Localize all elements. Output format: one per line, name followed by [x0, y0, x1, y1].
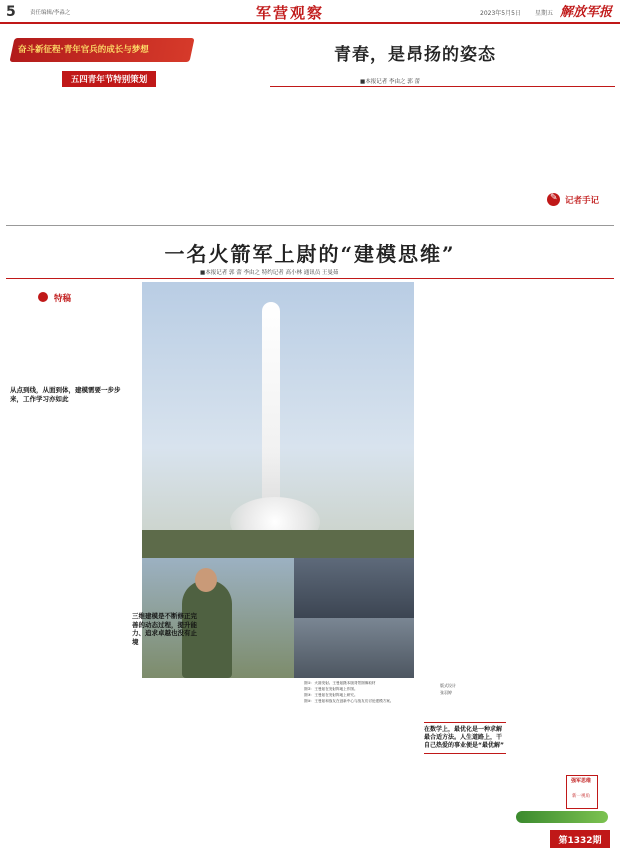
page-editors: 责任编辑/李淼之: [30, 10, 71, 16]
caption-line: 图④：王曼茹和战友在创新中心与战友们讨论建模方案。: [304, 699, 394, 703]
story2-body-col3: [208, 700, 276, 858]
story2-body-col2: [132, 708, 202, 858]
badge-green-strip: [516, 811, 608, 823]
caption-line: 图③：王曼茹在发射阵地上研究。: [304, 693, 358, 697]
story1-headline: 青春，是昂扬的姿态: [334, 45, 496, 65]
story1-body-col2: [118, 100, 218, 220]
story1-top-rule: [270, 86, 615, 87]
treeline: [142, 530, 414, 558]
story1-body-col4: [334, 100, 434, 220]
special-badge: [38, 292, 48, 302]
story2-byline: ■本报记者 郭 蕾 李由之 特约记者 高小林 通讯员 王曼茹: [200, 270, 339, 276]
story1-body-col5: [442, 100, 502, 220]
story2-headline: 一名火箭军上尉的“建模思维”: [164, 242, 456, 266]
story2-body-col8: [516, 290, 614, 680]
story2-body-col7: [420, 290, 510, 670]
masthead-logo: 解放军报: [560, 5, 613, 20]
commentary-label: 记者手记: [565, 196, 600, 206]
page-number: 5: [6, 4, 16, 20]
story2-body-col9: [510, 690, 614, 758]
officer-head: [195, 568, 217, 592]
column-badge: [514, 775, 614, 855]
rocket-launch-photo: [142, 282, 414, 558]
issue-weekday: 星期五: [535, 10, 554, 17]
story1-body-col3: [226, 100, 326, 220]
caption-line: 图①：火箭发射。王曼茹摄本版背景图像取材: [304, 681, 376, 685]
story1-byline: ■本报记者 李由之 郭 蕾: [360, 79, 420, 85]
story1-body-col6: [510, 100, 610, 190]
story2-subhead-2: 三维建模是不断修正完善的动态过程，提升能力、追求卓越也没有止境: [132, 612, 197, 646]
section-divider: [6, 225, 614, 226]
team-discussion-photo: [294, 558, 414, 618]
story2-rule: [6, 278, 614, 279]
story2-body-col4: [282, 700, 352, 858]
rocket-smoke-trail: [262, 302, 280, 517]
caption-line: 图②：王曼茹在发射阵地上作图。: [304, 687, 358, 691]
special-label: 特稿: [54, 294, 72, 304]
pen-icon: ✎: [550, 193, 558, 203]
story2-subhead-3: 在数学上，最优化是一种求解最合适方法。人生道路上，干自己热爱的事业便是“最优解”: [424, 726, 504, 749]
issue-date: 2023年5月5日: [480, 10, 521, 17]
banner-series-label: 五四青年节特别策划: [70, 75, 148, 85]
badge-issue-number: 第1332期: [558, 836, 602, 846]
story2-body-col1: [10, 418, 125, 853]
design-credit-name: 张羽婷: [440, 690, 452, 695]
workstation-photo: [294, 618, 414, 678]
story2-subhead-1: 从点到线，从面到体，建模需要一步步来，工作学习亦如此: [10, 386, 121, 403]
design-credit-label: 版式设计: [440, 683, 456, 688]
story2-lead: [10, 306, 125, 381]
section-title: 军营观察: [255, 4, 324, 22]
story1-body-col1: [10, 100, 110, 220]
badge-middle-text: 新一视角: [572, 794, 590, 799]
page-header: [0, 0, 620, 24]
header-rule: [0, 22, 620, 24]
badge-top-text: 强军思维: [570, 778, 591, 784]
pull-quote: [424, 722, 506, 754]
story2-body-col5: [356, 700, 418, 858]
banner-title: 奋斗新征程·青年官兵的成长与梦想: [18, 45, 149, 55]
